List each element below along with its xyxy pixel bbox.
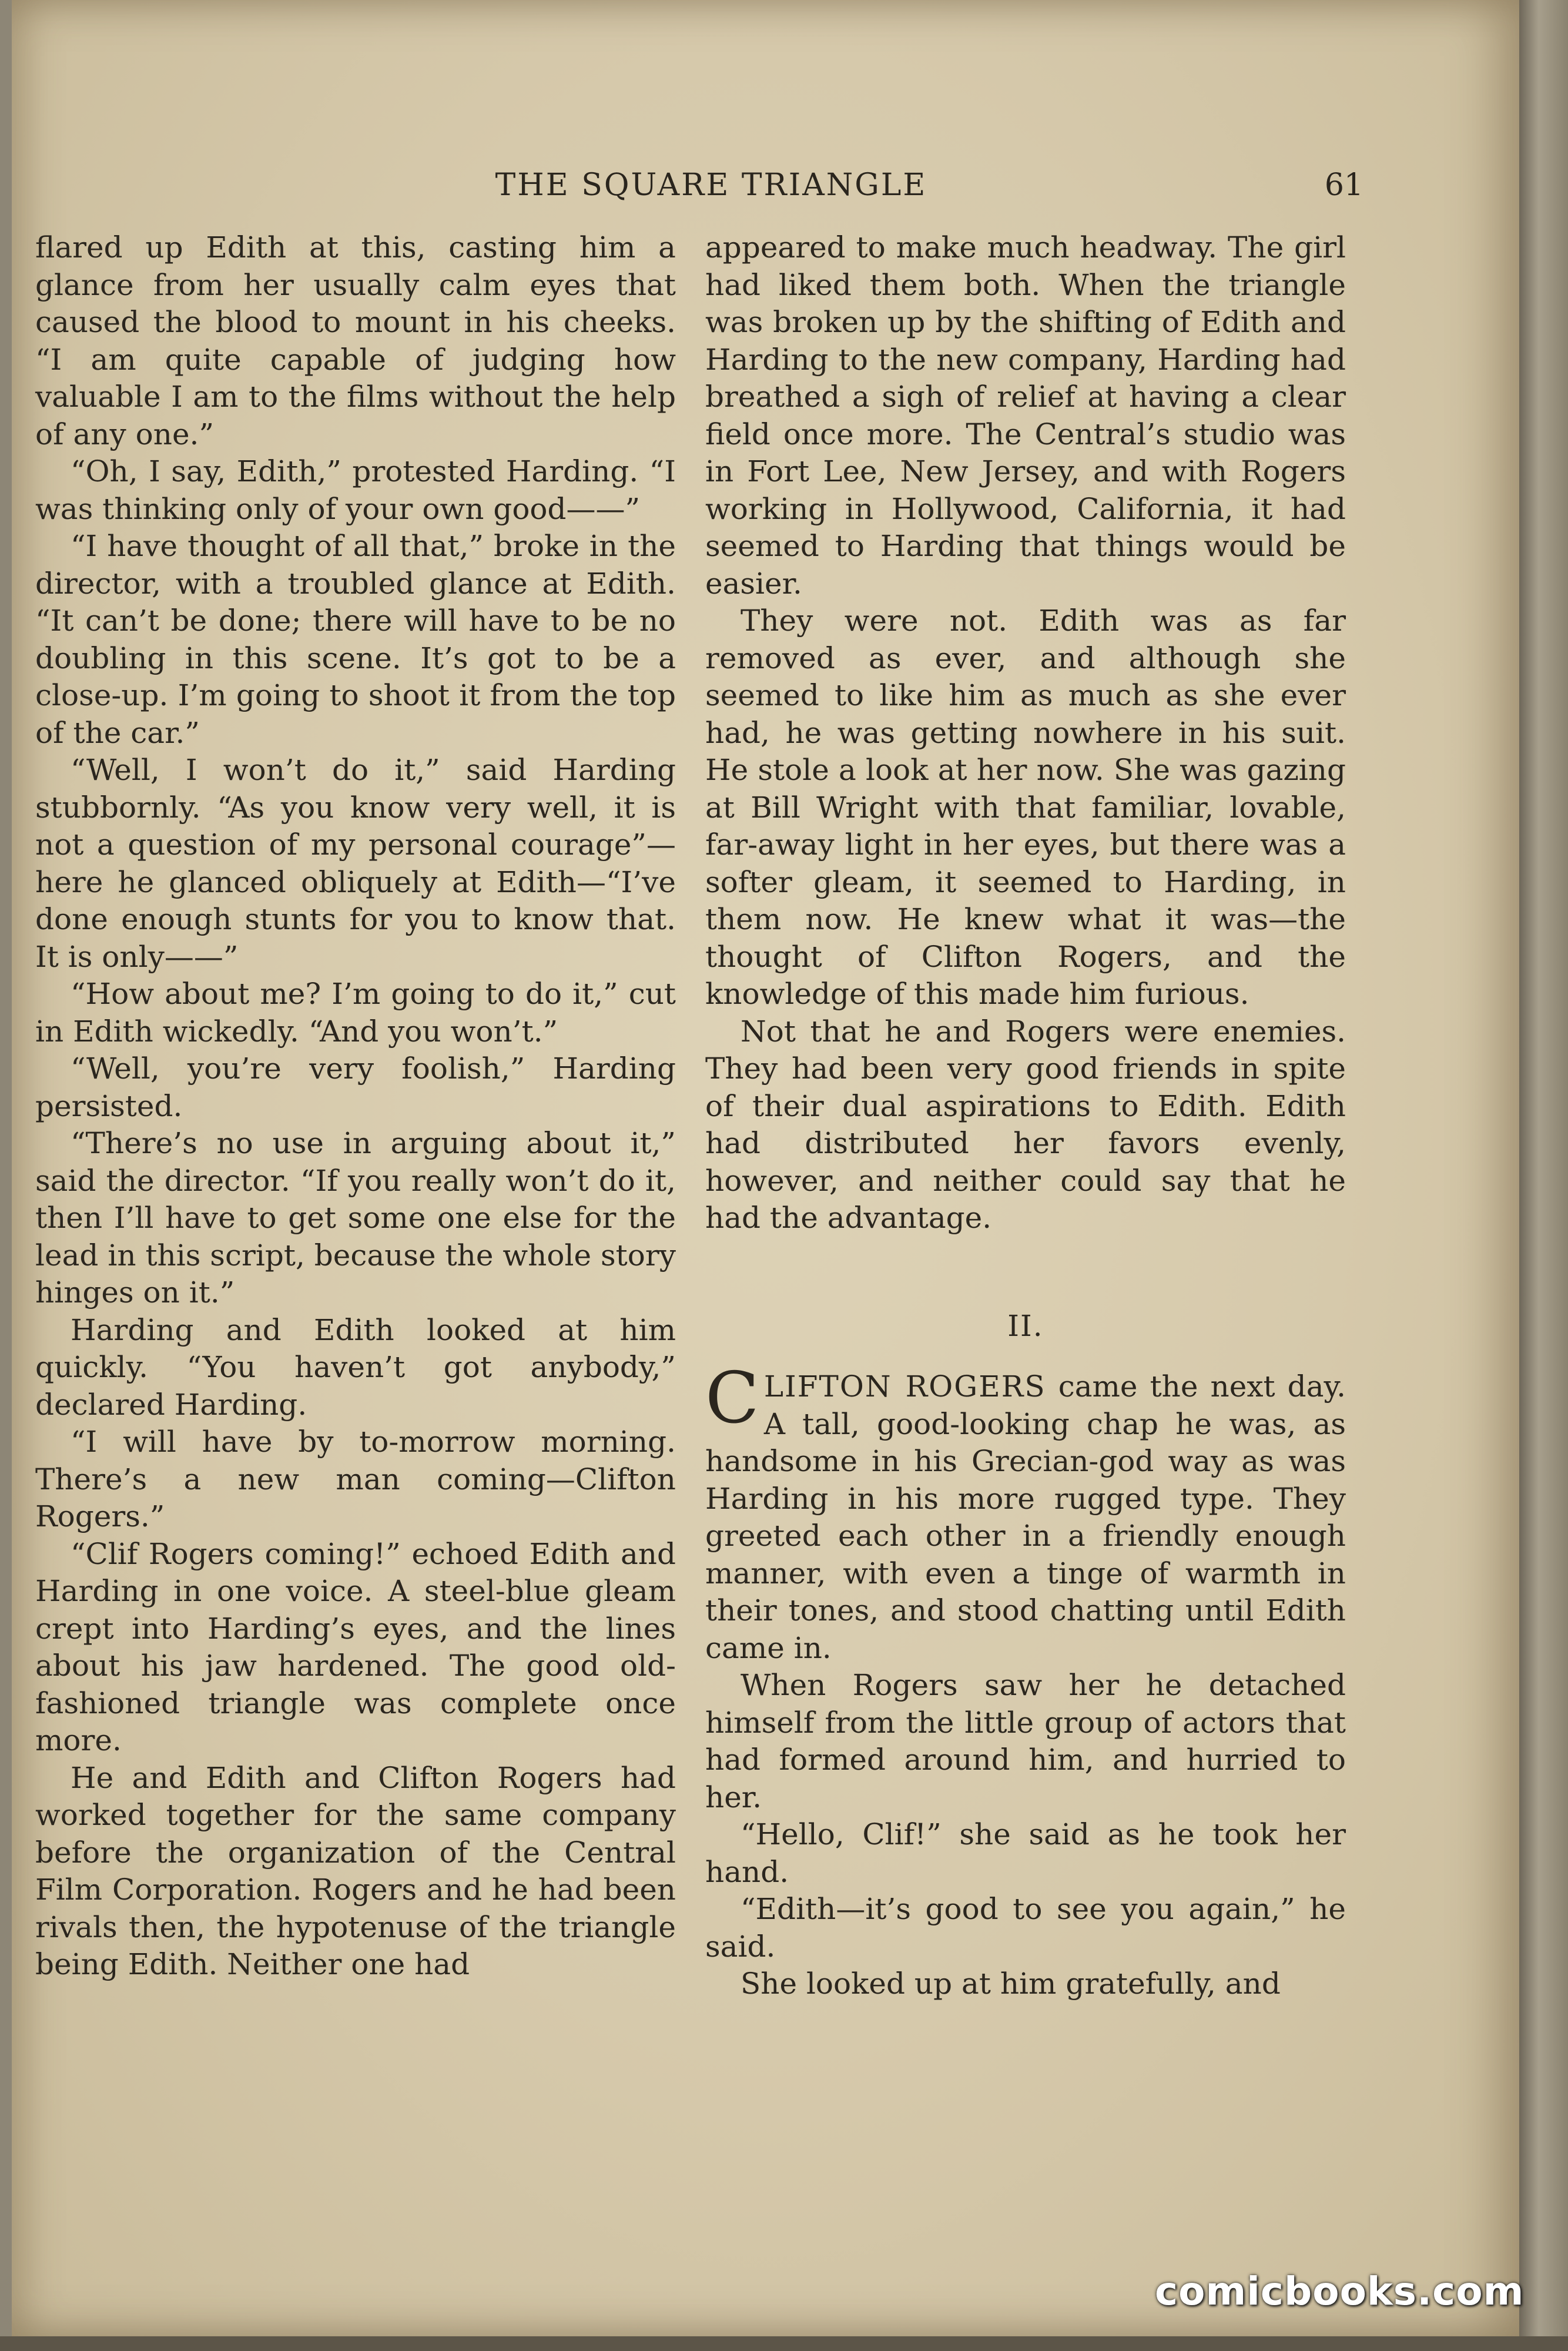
paragraph: “There’s no use in arguing about it,” said the director. “If you really won’t do it, then I’ll have to get some one else for the lead in this script, because the whole story hinges on it.” <box>35 1126 676 1310</box>
page-bottom-edge <box>0 2336 1568 2351</box>
paragraph: “Well, I won’t do it,” said Harding stubbornly. “As you know very well, it is not a question of my personal courage”—here he glanced obliquely at Edith—“I’ve done enough stunts for you to know that. It is only——” <box>35 753 676 974</box>
paragraph: Not that he and Rogers were enemies. They had been very good friends in spite of their dual aspirations to Edith. Edith had distributed her favors evenly, however, and neither could say that he had the advantage. <box>705 1014 1346 1235</box>
paragraph: “Oh, I say, Edith,” protested Harding. “I was thinking only of your own good——” <box>35 454 676 526</box>
paragraph: “How about me? I’m going to do it,” cut in Edith wickedly. “And you won’t.” <box>35 977 676 1049</box>
paragraph: He and Edith and Clifton Rogers had worked together for the same company before the organization of the Central Film Corporation. Rogers and he had been rivals then, the hypotenuse of the triangle being Edith. Neither one had <box>35 1760 676 1981</box>
opening-small-caps: LIFTON ROGERS <box>763 1369 1046 1404</box>
paragraph: “Hello, Clif!” she said as he took her hand. <box>705 1817 1346 1889</box>
paragraph: “Well, you’re very foolish,” Harding persisted. <box>35 1051 676 1123</box>
paragraph: “I will have by to-morrow morning. There’s a new man coming—Clifton Rogers.” <box>35 1425 676 1533</box>
watermark-logo: comicbooks.com <box>1155 2269 1525 2314</box>
opening-text: came the next day. A tall, good-looking chap he was, as handsome in his Grecian-god way as was Harding in his more rugged type. They greeted each other in a friendly enough manner, with even a tinge of warmth in their tones, and stood chatting until Edith came in. <box>705 1369 1346 1665</box>
paragraph: Harding and Edith looked at him quickly. “You haven’t got anybody,” declared Harding. <box>35 1312 676 1422</box>
paragraph: “Edith—it’s good to see you again,” he said. <box>705 1892 1346 1964</box>
paragraph: They were not. Edith was as far removed as ever, and although she seemed to like him as much as she ever had, he was getting nowhere in his suit. He stole a look at her now. She was gazing at Bill Wright with that familiar, lovable, far-away light in her eyes, but there was a softer gleam, it seemed to Harding, in them now. He knew what it was—the thought of Clifton Rogers, and the knowledge of this made him furious. <box>705 604 1346 1011</box>
drop-cap: C <box>705 1358 759 1439</box>
section-opening-paragraph <box>705 1358 1346 1667</box>
paragraph: When Rogers saw her he detached himself from the little group of actors that had formed around him, and hurried to her. <box>705 1668 1346 1814</box>
right-column <box>705 229 1346 2003</box>
page-number: 61 <box>1324 168 1363 203</box>
paragraph: appeared to make much headway. The girl had liked them both. When the triangle was broken up by the shifting of Edith and Harding to the new company, Harding had breathed a sigh of relief at having a clear field once more. The Central’s studio was in Fort Lee, New Jersey, and with Rogers working in Hollywood, California, it had seemed to Harding that things would be easier. <box>705 230 1346 601</box>
page-right-edge <box>1519 0 1568 2351</box>
paragraph: “I have thought of all that,” broke in the director, with a troubled glance at Edith. “It can’t be done; there will have to be no doubling in this scene. It’s got to be a close-up. I’m going to shoot it from the top of the car.” <box>35 529 676 750</box>
running-title: THE SQUARE TRIANGLE <box>495 168 927 203</box>
section-number: II. <box>1007 1308 1044 1343</box>
paragraph: “Clif Rogers coming!” echoed Edith and Harding in one voice. A steel-blue gleam crept into Harding’s eyes, and the lines about his jaw hardened. The good old-fashioned triangle was complete once more. <box>35 1536 676 1757</box>
left-column <box>35 229 676 1984</box>
paragraph: flared up Edith at this, casting him a glance from her usually calm eyes that caused the blood to mount in his cheeks. “I am quite capable of judging how valuable I am to the films without the help of any one.” <box>35 230 676 451</box>
paragraph: She looked up at him gratefully, and <box>741 1967 1281 2001</box>
